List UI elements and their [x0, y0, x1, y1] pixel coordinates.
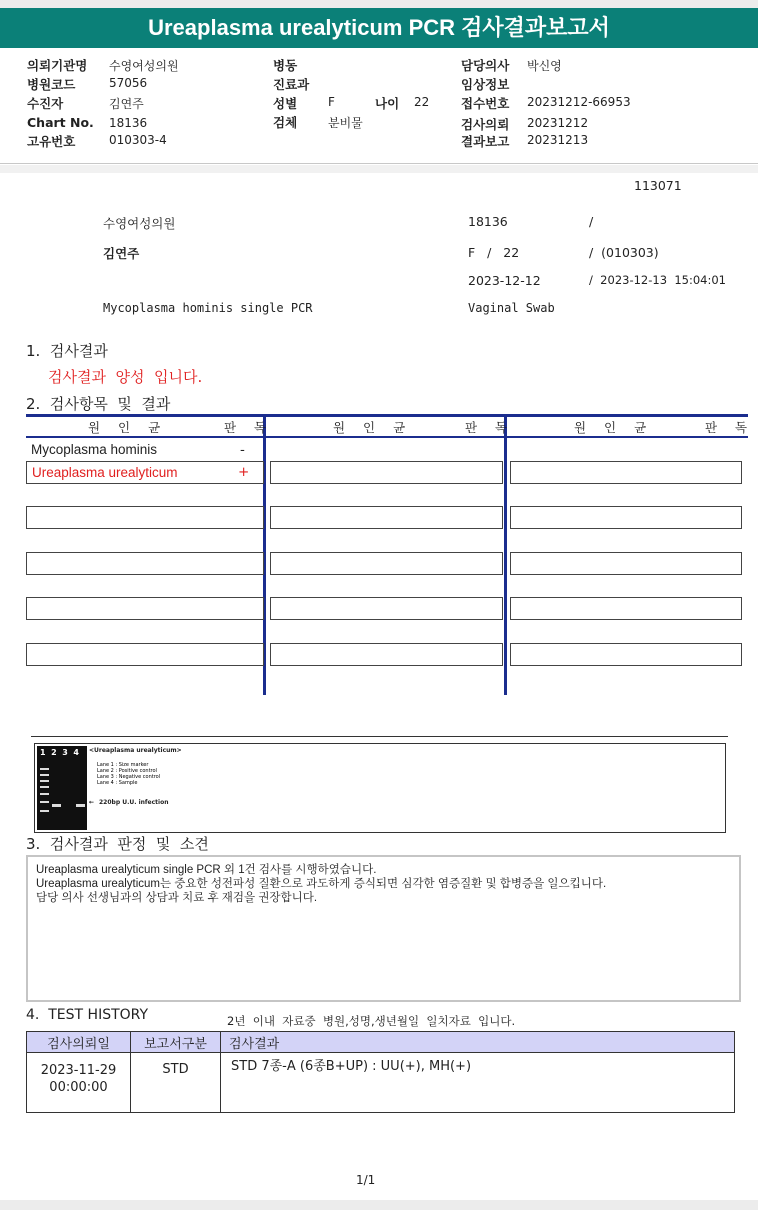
info-report-datetime: / 2023-12-13 15:04:01	[589, 273, 726, 287]
item-result-ureaplasma: +	[238, 464, 250, 480]
gel-legend-line: Lane 2 : Positive control	[97, 768, 157, 774]
label-specimen: 검체	[273, 115, 298, 130]
header-block	[0, 0, 758, 160]
empty-cell	[510, 506, 742, 529]
label-doctor: 담당의사	[461, 58, 510, 73]
empty-cell	[510, 597, 742, 620]
info-id: / (010303)	[589, 245, 659, 260]
section4-title: 4. TEST HISTORY	[26, 1007, 149, 1023]
history-date-cell	[27, 1053, 131, 1113]
history-result: STD 7종-A (6종B+UP) : UU(+), MH(+)	[221, 1053, 735, 1113]
history-time: 00:00:00	[49, 1080, 108, 1095]
label-receipt-no: 접수번호	[461, 96, 510, 111]
result-summary: 검사결과 양성 입니다.	[48, 368, 203, 386]
label-clinical-info: 임상정보	[461, 77, 510, 92]
history-type: STD	[131, 1053, 221, 1113]
comment-line: 담당 의사 선생님과의 상담과 치료 후 재검을 권장합니다.	[36, 892, 318, 904]
gel-lane-numbers: 1 2 3 4	[40, 748, 79, 757]
item-name-mycoplasma: Mycoplasma hominis	[31, 442, 158, 457]
value-doctor: 박신영	[527, 59, 562, 73]
history-header-type: 보고서구분	[131, 1032, 221, 1053]
gel-caption: <Ureaplasma urealyticum>	[89, 747, 182, 754]
section3-title: 3. 검사결과 판정 및 소견	[26, 835, 209, 853]
value-age: 22	[414, 95, 430, 109]
header-organism-2: 원 인 균	[333, 420, 413, 435]
label-chart-no: Chart No.	[27, 115, 94, 130]
empty-cell	[510, 643, 742, 666]
empty-cell	[510, 552, 742, 575]
gel-legend-line: Lane 1 : Size marker	[97, 762, 149, 768]
page-number: 1/1	[356, 1173, 376, 1187]
history-date: 2023-11-29	[40, 1063, 117, 1078]
label-institution: 의뢰기관명	[27, 58, 88, 73]
comment-line: Ureaplasma urealyticum single PCR 외 1건 검사를 시행하였습니다.	[36, 864, 377, 876]
info-test-name: Mycoplasma hominis single PCR	[103, 301, 313, 315]
item-row-ureaplasma	[26, 461, 264, 484]
report-title: Ureaplasma urealyticum PCR 검사결과보고서	[0, 8, 758, 48]
gel-electrophoresis-image	[37, 746, 87, 830]
info-slash: /	[589, 214, 594, 229]
label-unique-no: 고유번호	[27, 134, 76, 149]
history-header-row	[27, 1032, 735, 1053]
gray-band	[0, 165, 758, 173]
info-request-date: 2023-12-12	[468, 273, 541, 288]
value-hospital-code: 57056	[109, 76, 148, 90]
bottom-strip	[0, 1200, 758, 1210]
value-patient: 김연주	[109, 97, 144, 111]
item-name-ureaplasma: Ureaplasma urealyticum	[32, 465, 178, 480]
value-specimen: 분비물	[328, 116, 363, 130]
value-institution: 수영여성의원	[109, 59, 179, 73]
gel-legend-line: Lane 4 : Sample	[97, 780, 138, 786]
column-divider-2	[504, 414, 507, 695]
section1-title: 1. 검사결과	[26, 342, 108, 360]
label-report-date: 결과보고	[461, 134, 510, 149]
header-judgement-1: 판 독	[224, 420, 274, 435]
report-code: 113071	[634, 178, 682, 193]
header-judgement-2: 판 독	[465, 420, 515, 435]
info-specimen: Vaginal Swab	[468, 301, 555, 315]
info-patient: 김연주	[103, 246, 140, 261]
header-organism-3: 원 인 균	[574, 420, 654, 435]
value-request-date: 20231212	[527, 116, 589, 130]
comment-box	[26, 855, 741, 1002]
value-chart-no: 18136	[109, 116, 148, 130]
table-header-line	[26, 436, 748, 438]
value-receipt-no: 20231212-66953	[527, 95, 631, 109]
gel-band-label: 220bp U.U. infection	[99, 799, 169, 806]
empty-cell	[26, 643, 264, 666]
empty-cell	[270, 597, 503, 620]
section2-title: 2. 검사항목 및 결과	[26, 395, 171, 413]
history-header-date: 검사의뢰일	[27, 1032, 131, 1053]
label-age: 나이	[375, 96, 400, 111]
empty-cell	[510, 461, 742, 484]
header-organism-1: 원 인 균	[88, 420, 168, 435]
label-sex: 성별	[273, 96, 298, 111]
label-department: 진료과	[273, 77, 310, 92]
empty-cell	[26, 552, 264, 575]
gel-image-frame	[34, 743, 726, 833]
history-header-result: 검사결과	[221, 1032, 735, 1053]
empty-cell	[270, 643, 503, 666]
empty-cell	[270, 552, 503, 575]
value-report-date: 20231213	[527, 133, 589, 147]
info-hospital: 수영여성의원	[103, 216, 176, 231]
empty-cell	[270, 461, 503, 484]
gel-legend	[97, 762, 160, 786]
label-patient: 수진자	[27, 96, 64, 111]
history-note: 2년 이내 자료중 병원,성명,생년월일 일치자료 입니다.	[227, 1014, 516, 1028]
label-ward: 병동	[273, 58, 298, 73]
gel-legend-line: Lane 3 : Negative control	[97, 774, 161, 780]
empty-cell	[270, 506, 503, 529]
table-top-line	[26, 414, 748, 417]
label-hospital-code: 병원코드	[27, 77, 76, 92]
value-unique-no: 010303-4	[109, 133, 167, 147]
history-row	[27, 1053, 735, 1113]
empty-cell	[26, 597, 264, 620]
comment-line: Ureaplasma urealyticum는 중요한 성전파성 질환으로 과도하게 증식되면 심각한 염증질환 및 합병증을 일으킵니다.	[36, 878, 607, 890]
info-sex-age: F / 22	[468, 245, 520, 260]
history-table	[26, 1031, 735, 1113]
header-separator	[0, 163, 758, 164]
gel-bands	[37, 746, 87, 830]
header-judgement-3: 판 독	[705, 420, 755, 435]
gel-arrow-icon: ←	[89, 799, 95, 806]
label-request-date: 검사의뢰	[461, 117, 510, 132]
value-sex: F	[328, 95, 335, 109]
gel-top-line	[31, 736, 728, 737]
item-result-mycoplasma: -	[240, 442, 245, 458]
info-chart: 18136	[468, 214, 508, 229]
empty-cell	[26, 506, 264, 529]
